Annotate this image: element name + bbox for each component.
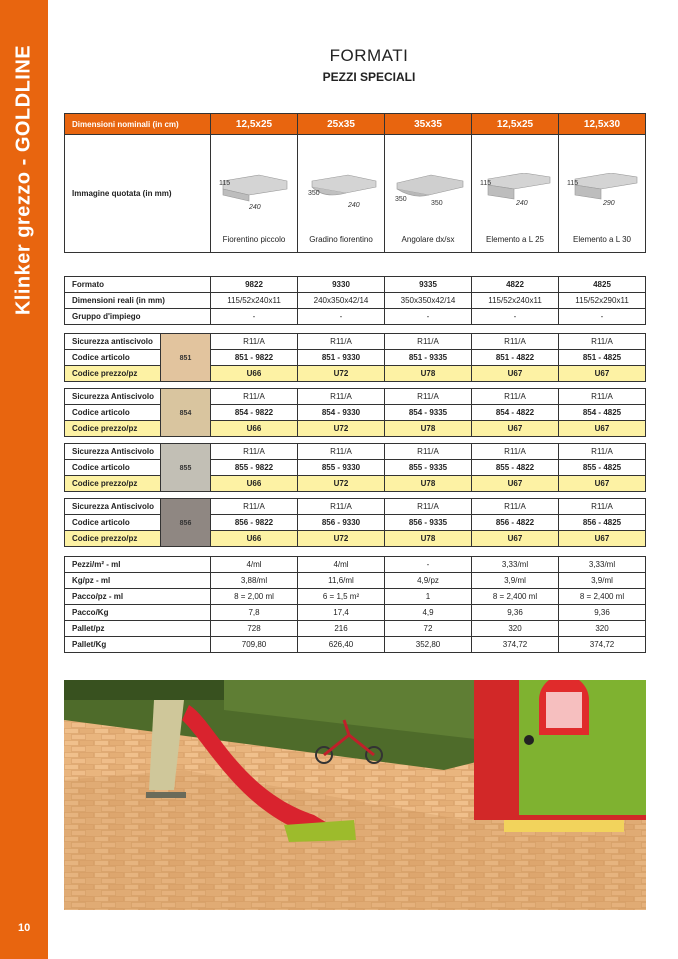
code-row: [65, 405, 646, 421]
safety-row: [65, 389, 646, 405]
header-col: 12,5x25: [211, 114, 298, 135]
spec-label: Formato: [65, 277, 211, 293]
spec-label: Dimensioni reali (in mm): [65, 293, 211, 309]
price-label: Codice prezzo/pz: [65, 366, 161, 382]
step-drawing-icon: [219, 173, 291, 213]
color-table-856: [64, 498, 646, 547]
page-number: 10: [18, 922, 31, 934]
price-code: U72: [298, 531, 385, 547]
color-table-851: [64, 333, 646, 382]
svg-text:115: 115: [567, 180, 579, 187]
color-table-855: [64, 443, 646, 492]
price-code: U67: [472, 421, 559, 437]
pack-value: 374,72: [472, 637, 559, 653]
code-label: Codice articolo: [65, 460, 161, 476]
article-code: 856 - 4825: [559, 515, 646, 531]
price-code: U78: [385, 476, 472, 492]
image-cell: [472, 135, 559, 253]
image-row-label: Immagine quotata (in mm): [65, 135, 211, 253]
pack-value: 320: [472, 621, 559, 637]
swatch-code: 851: [179, 355, 192, 362]
pack-value: 11,6/ml: [298, 573, 385, 589]
safety-value: R11/A: [298, 444, 385, 460]
safety-row: [65, 334, 646, 350]
svg-text:240: 240: [348, 202, 360, 209]
spec-value: -: [298, 309, 385, 325]
spec-value: 115/52x290x11: [559, 293, 646, 309]
pack-value: -: [385, 557, 472, 573]
article-code: 856 - 9330: [298, 515, 385, 531]
spec-value: 9822: [211, 277, 298, 293]
safety-value: R11/A: [559, 444, 646, 460]
article-code: 854 - 4825: [559, 405, 646, 421]
price-label: Codice prezzo/pz: [65, 421, 161, 437]
step-drawing-icon: [306, 173, 378, 213]
price-code: U66: [211, 476, 298, 492]
svg-text:115: 115: [480, 180, 492, 187]
safety-value: R11/A: [559, 499, 646, 515]
price-code: U78: [385, 531, 472, 547]
image-caption: Elemento a L 30: [573, 235, 631, 244]
swatch-code: 856: [179, 520, 192, 527]
price-code: U67: [472, 366, 559, 382]
code-row: [65, 515, 646, 531]
spec-value: 115/52x240x11: [211, 293, 298, 309]
article-code: 851 - 9335: [385, 350, 472, 366]
spec-value: 115/52x240x11: [472, 293, 559, 309]
header-col: 35x35: [385, 114, 472, 135]
page-heading: [30, 46, 678, 84]
pack-value: 374,72: [559, 637, 646, 653]
article-code: 856 - 9822: [211, 515, 298, 531]
header-col: 12,5x30: [559, 114, 646, 135]
page-subtitle: PEZZI SPECIALI: [322, 70, 416, 84]
safety-label: Sicurezza antiscivolo: [65, 334, 161, 350]
code-row: [65, 350, 646, 366]
spec-value: 350x350x42/14: [385, 293, 472, 309]
spec-value: -: [559, 309, 646, 325]
safety-value: R11/A: [559, 389, 646, 405]
swatch-code: 854: [179, 410, 192, 417]
spec-value: -: [472, 309, 559, 325]
safety-value: R11/A: [385, 334, 472, 350]
pack-value: 7,8: [211, 605, 298, 621]
pack-label: Pacco/pz - ml: [65, 589, 211, 605]
safety-value: R11/A: [211, 499, 298, 515]
image-caption: Elemento a L 25: [486, 235, 544, 244]
safety-value: R11/A: [211, 389, 298, 405]
header-col: 12,5x25: [472, 114, 559, 135]
pack-value: 3,9/ml: [559, 573, 646, 589]
article-code: 854 - 4822: [472, 405, 559, 421]
pack-value: 4,9/pz: [385, 573, 472, 589]
spec-row: [65, 277, 646, 293]
pack-value: 3,33/ml: [472, 557, 559, 573]
safety-value: R11/A: [211, 334, 298, 350]
pack-row: [65, 557, 646, 573]
pack-label: Pezzi/m² - ml: [65, 557, 211, 573]
pack-value: 4/ml: [211, 557, 298, 573]
pack-label: Kg/pz - ml: [65, 573, 211, 589]
price-code: U72: [298, 421, 385, 437]
price-code: U67: [472, 531, 559, 547]
pack-value: 4,9: [385, 605, 472, 621]
color-swatch: [161, 334, 211, 382]
svg-text:350: 350: [395, 196, 407, 203]
svg-text:115: 115: [219, 180, 231, 187]
safety-value: R11/A: [211, 444, 298, 460]
image-caption: Angolare dx/sx: [401, 235, 455, 244]
article-code: 851 - 4822: [472, 350, 559, 366]
header-col: 25x35: [298, 114, 385, 135]
spec-value: 240x350x42/14: [298, 293, 385, 309]
code-label: Codice articolo: [65, 405, 161, 421]
header-table: [64, 113, 646, 253]
price-code: U78: [385, 421, 472, 437]
article-code: 855 - 9330: [298, 460, 385, 476]
svg-text:350: 350: [431, 200, 443, 207]
pack-row: [65, 637, 646, 653]
pack-value: 709,80: [211, 637, 298, 653]
sidebar-title: Klinker grezzo - GOLDLINE: [12, 44, 35, 316]
price-row: [65, 421, 646, 437]
spec-value: 9335: [385, 277, 472, 293]
safety-value: R11/A: [385, 389, 472, 405]
spec-row: [65, 309, 646, 325]
article-code: 855 - 4822: [472, 460, 559, 476]
spec-value: 9330: [298, 277, 385, 293]
spec-value: 4822: [472, 277, 559, 293]
spec-value: -: [211, 309, 298, 325]
price-label: Codice prezzo/pz: [65, 476, 161, 492]
article-code: 856 - 9335: [385, 515, 472, 531]
price-code: U66: [211, 366, 298, 382]
article-code: 851 - 9330: [298, 350, 385, 366]
safety-row: [65, 499, 646, 515]
pack-value: 3,9/ml: [472, 573, 559, 589]
sidebar: [0, 0, 48, 959]
image-cell: [385, 135, 472, 253]
l-element-drawing-icon: [567, 173, 639, 213]
pack-value: 8 = 2,400 ml: [559, 589, 646, 605]
price-row: [65, 366, 646, 382]
price-code: U67: [559, 531, 646, 547]
pack-value: 8 = 2,00 ml: [211, 589, 298, 605]
safety-value: R11/A: [472, 389, 559, 405]
pack-value: 728: [211, 621, 298, 637]
pack-value: 72: [385, 621, 472, 637]
pack-value: 6 = 1,5 m²: [298, 589, 385, 605]
safety-value: R11/A: [385, 499, 472, 515]
image-caption: Fiorentino piccolo: [222, 235, 286, 244]
code-label: Codice articolo: [65, 350, 161, 366]
safety-value: R11/A: [298, 334, 385, 350]
price-code: U78: [385, 366, 472, 382]
pack-value: 3,33/ml: [559, 557, 646, 573]
specs-table: [64, 276, 646, 325]
pack-row: [65, 589, 646, 605]
safety-label: Sicurezza Antiscivolo: [65, 389, 161, 405]
price-code: U66: [211, 421, 298, 437]
article-code: 855 - 9822: [211, 460, 298, 476]
safety-value: R11/A: [559, 334, 646, 350]
safety-row: [65, 444, 646, 460]
pack-value: 4/ml: [298, 557, 385, 573]
pack-value: 320: [559, 621, 646, 637]
article-code: 854 - 9822: [211, 405, 298, 421]
svg-text:240: 240: [249, 204, 261, 211]
price-code: U72: [298, 476, 385, 492]
price-code: U72: [298, 366, 385, 382]
color-swatch: [161, 389, 211, 437]
article-code: 855 - 4825: [559, 460, 646, 476]
color-table-854: [64, 388, 646, 437]
swatch-code: 855: [179, 465, 192, 472]
price-row: [65, 476, 646, 492]
pack-value: 216: [298, 621, 385, 637]
article-code: 851 - 9822: [211, 350, 298, 366]
article-code: 856 - 4822: [472, 515, 559, 531]
color-swatch: [161, 499, 211, 547]
color-swatch: [161, 444, 211, 492]
safety-value: R11/A: [298, 499, 385, 515]
safety-value: R11/A: [385, 444, 472, 460]
image-cell: [298, 135, 385, 253]
pack-value: 9,36: [472, 605, 559, 621]
playground-photo: [64, 680, 646, 910]
image-cell: [211, 135, 298, 253]
page-title: FORMATI: [329, 46, 409, 65]
pack-value: 1: [385, 589, 472, 605]
article-code: 855 - 9335: [385, 460, 472, 476]
price-code: U67: [472, 476, 559, 492]
spec-label: Gruppo d'impiego: [65, 309, 211, 325]
pack-row: [65, 621, 646, 637]
safety-value: R11/A: [472, 444, 559, 460]
svg-text:350: 350: [308, 190, 320, 197]
article-code: 854 - 9330: [298, 405, 385, 421]
pack-value: 17,4: [298, 605, 385, 621]
article-code: 854 - 9335: [385, 405, 472, 421]
price-row: [65, 531, 646, 547]
pack-row: [65, 573, 646, 589]
pack-value: 8 = 2,400 ml: [472, 589, 559, 605]
article-code: 851 - 4825: [559, 350, 646, 366]
price-code: U67: [559, 366, 646, 382]
header-label: Dimensioni nominali (in cm): [65, 114, 211, 135]
safety-value: R11/A: [472, 334, 559, 350]
pack-value: 626,40: [298, 637, 385, 653]
image-row: [65, 135, 646, 253]
safety-value: R11/A: [472, 499, 559, 515]
svg-text:240: 240: [516, 200, 528, 207]
safety-label: Sicurezza Antiscivolo: [65, 499, 161, 515]
safety-label: Sicurezza Antiscivolo: [65, 444, 161, 460]
svg-text:290: 290: [603, 200, 615, 207]
pack-value: 9,36: [559, 605, 646, 621]
code-row: [65, 460, 646, 476]
code-label: Codice articolo: [65, 515, 161, 531]
spec-value: -: [385, 309, 472, 325]
pack-label: Pallet/pz: [65, 621, 211, 637]
packaging-table: [64, 556, 646, 653]
spec-value: 4825: [559, 277, 646, 293]
price-code: U67: [559, 421, 646, 437]
pack-value: 3,88/ml: [211, 573, 298, 589]
pack-row: [65, 605, 646, 621]
safety-value: R11/A: [298, 389, 385, 405]
l-element-drawing-icon: [480, 173, 552, 213]
header-row: [65, 114, 646, 135]
corner-drawing-icon: [393, 173, 465, 213]
price-code: U67: [559, 476, 646, 492]
pack-label: Pacco/Kg: [65, 605, 211, 621]
price-label: Codice prezzo/pz: [65, 531, 161, 547]
pack-value: 352,80: [385, 637, 472, 653]
image-caption: Gradino fiorentino: [309, 235, 373, 244]
image-cell: [559, 135, 646, 253]
pack-label: Pallet/Kg: [65, 637, 211, 653]
spec-row: [65, 293, 646, 309]
price-code: U66: [211, 531, 298, 547]
